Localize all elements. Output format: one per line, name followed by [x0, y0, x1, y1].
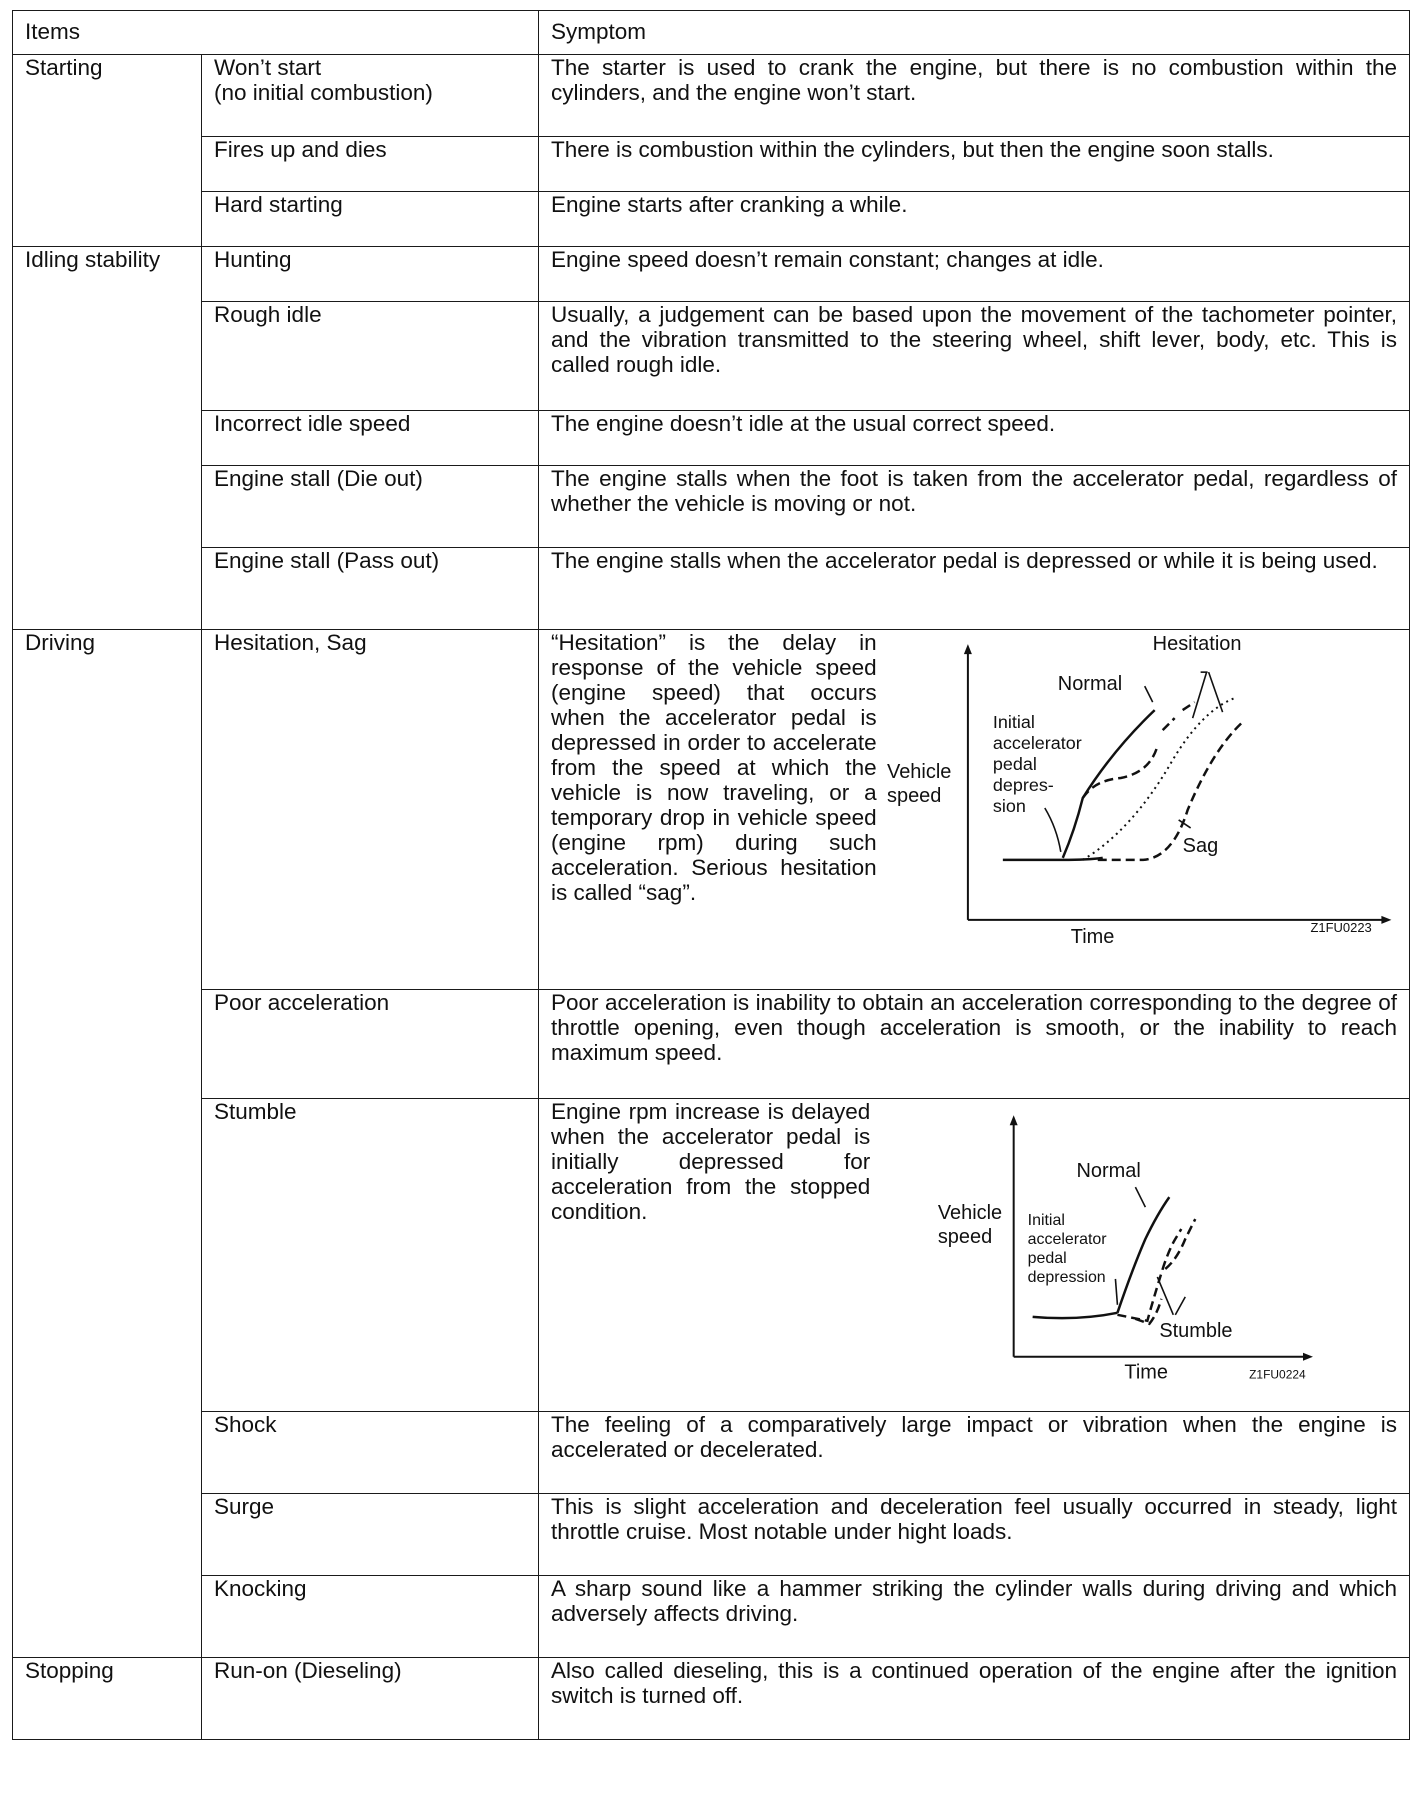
table-row — [13, 548, 1410, 630]
table-row — [13, 630, 1410, 990]
hesitation-curve — [1082, 702, 1194, 798]
symptom-cell: The feeling of a comparatively large impact or vibration when the engine is accelerated or decelerated. — [539, 1412, 1410, 1494]
table-row — [13, 1658, 1410, 1740]
symptom-cell: This is slight acceleration and deceleration feel usually occurred in steady, light throttle cruise. Most notable under hight loads. — [539, 1494, 1410, 1576]
item-cell: Engine stall (Pass out) — [202, 548, 539, 630]
y-axis-label-line2: speed — [938, 1225, 993, 1248]
item-cell: Stumble — [202, 1099, 539, 1412]
header-symptom: Symptom — [539, 11, 1410, 55]
label-pedal: pedal — [1027, 1249, 1067, 1267]
item-cell: Engine stall (Die out) — [202, 466, 539, 548]
symptom-table-sheet — [12, 10, 1408, 1740]
label-initial: Initial — [1027, 1212, 1066, 1230]
label-normal: Normal — [1076, 1160, 1142, 1183]
label-stumble: Stumble — [1159, 1319, 1233, 1342]
symptom-table — [12, 10, 1410, 1740]
label-initial: Initial — [992, 712, 1035, 733]
symptom-cell: The starter is used to crank the engine, but there is no combustion within the cylinders, and the engine won’t start. — [539, 55, 1410, 137]
category-starting: Starting — [13, 55, 202, 247]
item-cell: Hard starting — [202, 192, 539, 247]
symptom-cell: The engine stalls when the foot is taken from the accelerator pedal, regardless of whether the vehicle is moving or not. — [539, 466, 1410, 548]
item-cell: Rough idle — [202, 302, 539, 411]
symptom-cell: Usually, a judgement can be based upon the movement of the tachometer pointer, and the vibration transmitted to the steering wheel, shift lever, body, etc. This is called rough idle. — [539, 302, 1410, 411]
symptom-cell-with-figure — [539, 1099, 1410, 1412]
category-idling-stability: Idling stability — [13, 247, 202, 630]
item-cell: Hunting — [202, 247, 539, 302]
table-row — [13, 302, 1410, 411]
item-cell: Hesitation, Sag — [202, 630, 539, 990]
y-axis-label-line2: speed — [886, 784, 942, 807]
item-cell: Knocking — [202, 1576, 539, 1658]
item-cell: Fires up and dies — [202, 137, 539, 192]
item-cell: Surge — [202, 1494, 539, 1576]
symptom-cell-with-figure — [539, 630, 1410, 990]
table-row — [13, 247, 1410, 302]
table-row — [13, 990, 1410, 1099]
idle-speed-line — [1002, 858, 1102, 860]
y-axis-label-line1: Vehicle — [938, 1202, 1003, 1225]
table-row — [13, 137, 1410, 192]
sag-curve — [1097, 722, 1242, 860]
label-pedal: pedal — [992, 754, 1037, 775]
hesitation-sag-graph — [883, 630, 1397, 955]
stumble-description: Engine rpm increase is delayed when the accelerator pedal is initially depressed for acceleration from the stopped condition. — [551, 1099, 871, 1224]
symptom-cell: Also called dieseling, this is a continued operation of the engine after the ignition switch is turned off. — [539, 1658, 1410, 1740]
table-row — [13, 1576, 1410, 1658]
symptom-cell: A sharp sound like a hammer striking the cylinder walls during driving and which adversely affects driving. — [539, 1576, 1410, 1658]
label-sag: Sag — [1182, 834, 1218, 857]
table-row — [13, 1494, 1410, 1576]
symptom-cell: Engine starts after cranking a while. — [539, 192, 1410, 247]
symptom-cell: Engine speed doesn’t remain constant; changes at idle. — [539, 247, 1410, 302]
item-cell: Incorrect idle speed — [202, 411, 539, 466]
table-row — [13, 466, 1410, 548]
item-cell: Won’t start (no initial combustion) — [202, 55, 539, 137]
figure-code: Z1FU0224 — [1249, 1367, 1306, 1382]
x-axis-arrow — [1381, 916, 1391, 924]
label-normal: Normal — [1057, 673, 1122, 696]
table-row — [13, 55, 1410, 137]
label-hesitation: Hesitation — [1152, 633, 1242, 656]
label-accelerator: accelerator — [992, 733, 1082, 754]
idle-speed-line — [1033, 1313, 1118, 1318]
label-depres: depres- — [992, 775, 1054, 796]
x-axis-label: Time — [1124, 1361, 1169, 1384]
stumble-curve-1 — [1118, 1229, 1182, 1321]
table-row — [13, 192, 1410, 247]
symptom-cell: There is combustion within the cylinders, but then the engine soon stalls. — [539, 137, 1410, 192]
category-stopping: Stopping — [13, 1658, 202, 1740]
hesitation-description: “Hesitation” is the delay in response of the vehicle speed (engine speed) that occurs when the accelerator pedal is depressed in order to accelerate from the speed at which the vehicle is now traveling, or a temporary drop in vehicle speed (engine rpm) during such acceleration. Serious hesitation is called “sag”. — [551, 630, 877, 905]
y-axis-arrow — [964, 644, 972, 654]
header-items: Items — [13, 11, 539, 55]
table-header-row — [13, 11, 1410, 55]
label-sion: sion — [992, 795, 1026, 816]
stumble-graph — [878, 1099, 1397, 1384]
category-driving: Driving — [13, 630, 202, 1658]
normal-curve — [1118, 1197, 1170, 1313]
x-axis-arrow — [1303, 1353, 1313, 1361]
y-axis-label-line1: Vehicle — [886, 761, 952, 784]
symptom-cell: The engine stalls when the accelerator pedal is depressed or while it is being used. — [539, 548, 1410, 630]
stumble-curve-2 — [1136, 1219, 1196, 1324]
symptom-cell: The engine doesn’t idle at the usual correct speed. — [539, 411, 1410, 466]
table-row — [13, 411, 1410, 466]
x-axis-label: Time — [1070, 925, 1115, 948]
table-row — [13, 1099, 1410, 1412]
label-depression: depression — [1027, 1268, 1106, 1286]
figure-code: Z1FU0223 — [1310, 919, 1372, 935]
y-axis-arrow — [1010, 1115, 1018, 1125]
item-cell: Run-on (Dieseling) — [202, 1658, 539, 1740]
item-cell: Shock — [202, 1412, 539, 1494]
table-row — [13, 1412, 1410, 1494]
item-cell: Poor acceleration — [202, 990, 539, 1099]
symptom-cell: Poor acceleration is inability to obtain an acceleration corresponding to the degree of throttle opening, even though acceleration is smooth, or the inability to reach maximum speed. — [539, 990, 1410, 1099]
label-accelerator: accelerator — [1027, 1230, 1107, 1248]
